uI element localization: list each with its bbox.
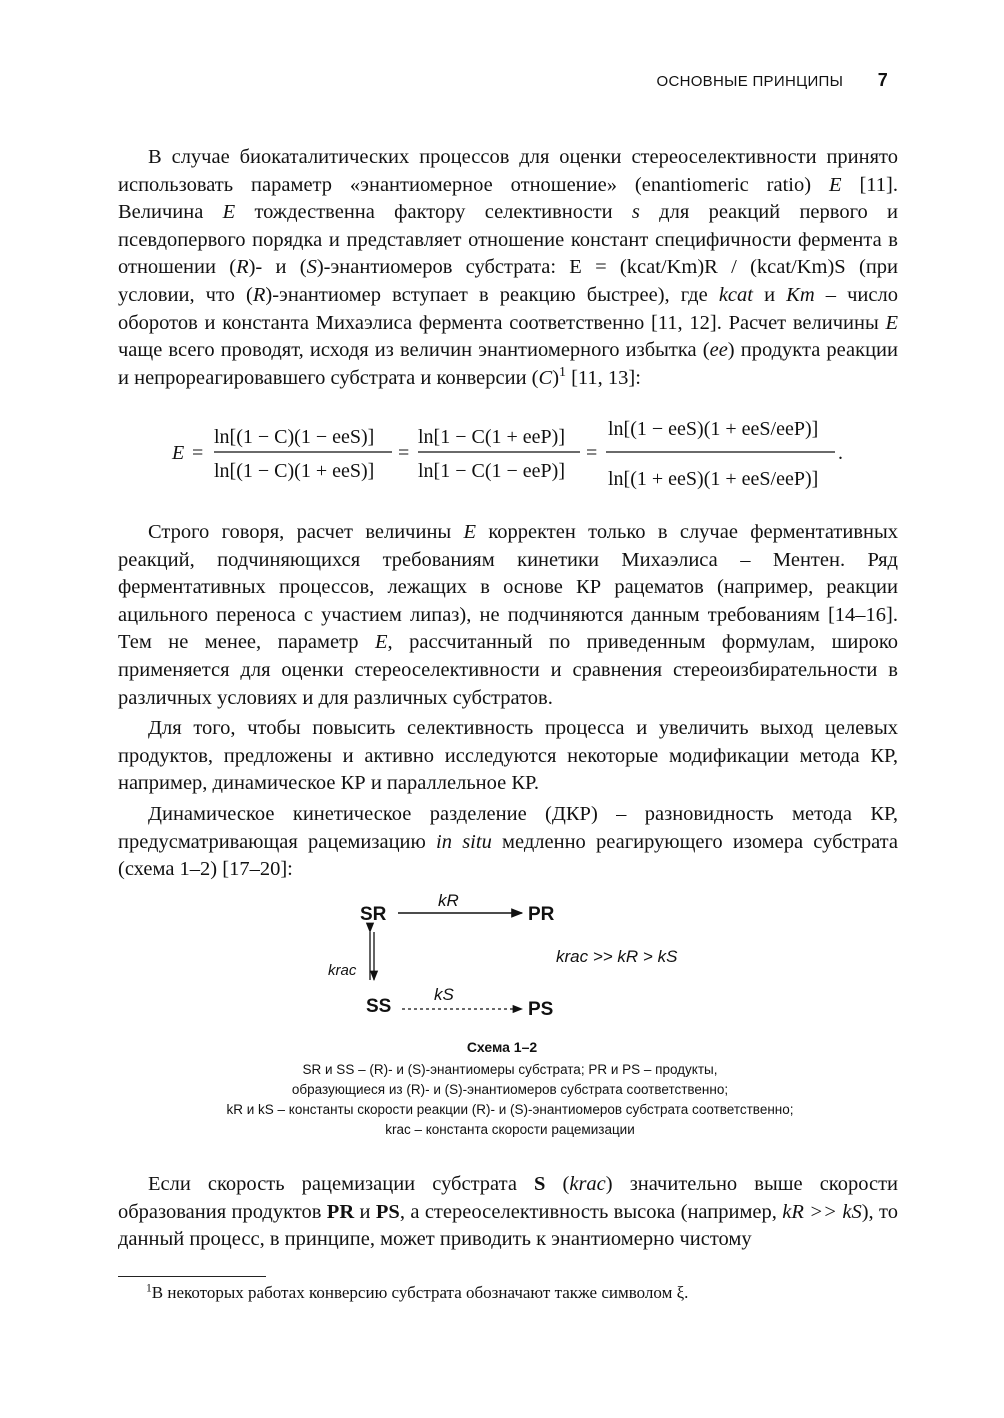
- fraction-1-numerator: ln[(1 − C)(1 − eeS)]: [214, 426, 375, 448]
- ss-label: SS: [366, 996, 392, 1017]
- paragraph-5: Если скорость рацемизации субстрата S (krac) значительно выше скорости образования продуктов PR и PS, а стереоселективность высока (например, kR >> kS), то данный процесс, в принципе, может приводить к энантиомерно чистому: [118, 1173, 898, 1251]
- rate-relation: krac >> kR > kS: [556, 947, 678, 966]
- caption-line: krac – константа скорости рацемизации: [385, 1122, 635, 1137]
- scheme-1-2: [300, 884, 720, 1034]
- fraction-3-denominator: ln[(1 + eeS)(1 + eeS/eeP)]: [608, 468, 819, 490]
- paragraphs-2-4: [118, 519, 898, 884]
- footnote-rule: [118, 1276, 266, 1277]
- fraction-3-numerator: ln[(1 − eeS)(1 + eeS/eeP)]: [608, 418, 819, 440]
- svg-text:=: =: [586, 442, 598, 464]
- kr-label: kR: [438, 891, 459, 910]
- svg-text:=: =: [398, 442, 410, 464]
- header-title: ОСНОВНЫЕ ПРИНЦИПЫ: [656, 73, 844, 90]
- paragraph-2: Строго говоря, расчет величины E корректен только в случае ферментативных реакций, подчиняющихся требованиям кинетики Михаэлиса – Ментен. Ряд ферментативных процессов, лежащих в основе КР рацематов (например, реакции ацильного переноса с участием липаз), не подчиняются данным требованиям [14–16]. Тем не менее, параметр E, рассчитанный по приведенным формулам, широко применяется для оценки стереоселективности и сравнения стереоизбирательности в различных условиях и для различных субстратов.: [118, 521, 899, 709]
- fraction-2-denominator: ln[1 − C(1 − eeP)]: [418, 460, 565, 482]
- fraction-1-denominator: ln[(1 − C)(1 + eeS)]: [214, 460, 375, 482]
- sr-label: SR: [360, 904, 387, 925]
- caption-line: SR и SS – (R)- и (S)-энантиомеры субстрата; PR и PS – продукты,: [302, 1062, 718, 1077]
- scheme-title: Схема 1–2: [466, 1039, 538, 1055]
- caption-line: kR и kS – константы скорости реакции (R)- и (S)-энантиомеров субстрата соответственно;: [226, 1102, 794, 1117]
- ps-label: PS: [528, 999, 554, 1020]
- krac-label: krac: [328, 962, 357, 979]
- formula-lhs: E: [172, 442, 185, 464]
- footnote-mark: 1: [146, 1281, 152, 1295]
- paragraph-3: Для того, чтобы повысить селективность процесса и увеличить выход целевых продуктов, предложены и активно исследуются некоторые модификации метода КР, например, динамическое КР и параллельное КР.: [118, 717, 898, 795]
- svg-text:=: =: [192, 442, 204, 464]
- inline-formula: E = (kcat/Km)R / (kcat/Km)S: [569, 256, 846, 279]
- running-header: [120, 70, 888, 91]
- paragraph-1: В случае биокаталитических процессов для оценки стереоселективности принято использовать параметр «энантиомерное отношение» (enantiomeric ratio) E [11]. Величина E тождественна фактору селективности s для реакций первого и псевдопервого порядка и представляет отношение констант специфичности фермента в отношении (R)- и (S)-энантиомеров субстрата: E = (kcat/Km)R / (kcat/Km)S (при условии, что (R)-энантиомер вступает в реакцию быстрее), где kcat и Km – число оборотов и константа Михаэлиса фермента соответственно [11, 12]. Расчет величины E чаще всего проводят, исходя из величин энантиомерного избытка (ee) продукта реакции и непрореагировавшего субстрата и конверсии $(C)^1$ [11, 13]:: [118, 146, 899, 389]
- caption-line: образующиеся из (R)- и (S)-энантиомеров субстрата соответственно;: [291, 1082, 729, 1097]
- scheme-caption: [120, 1060, 900, 1140]
- page-number: 7: [877, 70, 888, 90]
- svg-text:.: .: [838, 442, 843, 464]
- footnote-text: В некоторых работах конверсию субстрата обозначают также символом ξ.: [151, 1283, 689, 1302]
- footnote: [146, 1283, 906, 1303]
- fraction-2-numerator: ln[1 − C(1 + eeP)]: [418, 426, 565, 448]
- pr-label: PR: [528, 904, 555, 925]
- ks-label: kS: [434, 985, 454, 1004]
- e-formula: [170, 412, 860, 512]
- footnote-ref: 1: [559, 364, 566, 380]
- paragraph-4: Динамическое кинетическое разделение (ДКР) – разновидность метода КР, предусматривающая рацемизацию in situ медленно реагирующего изомера субстрата (схема 1–2) [17–20]:: [118, 802, 898, 881]
